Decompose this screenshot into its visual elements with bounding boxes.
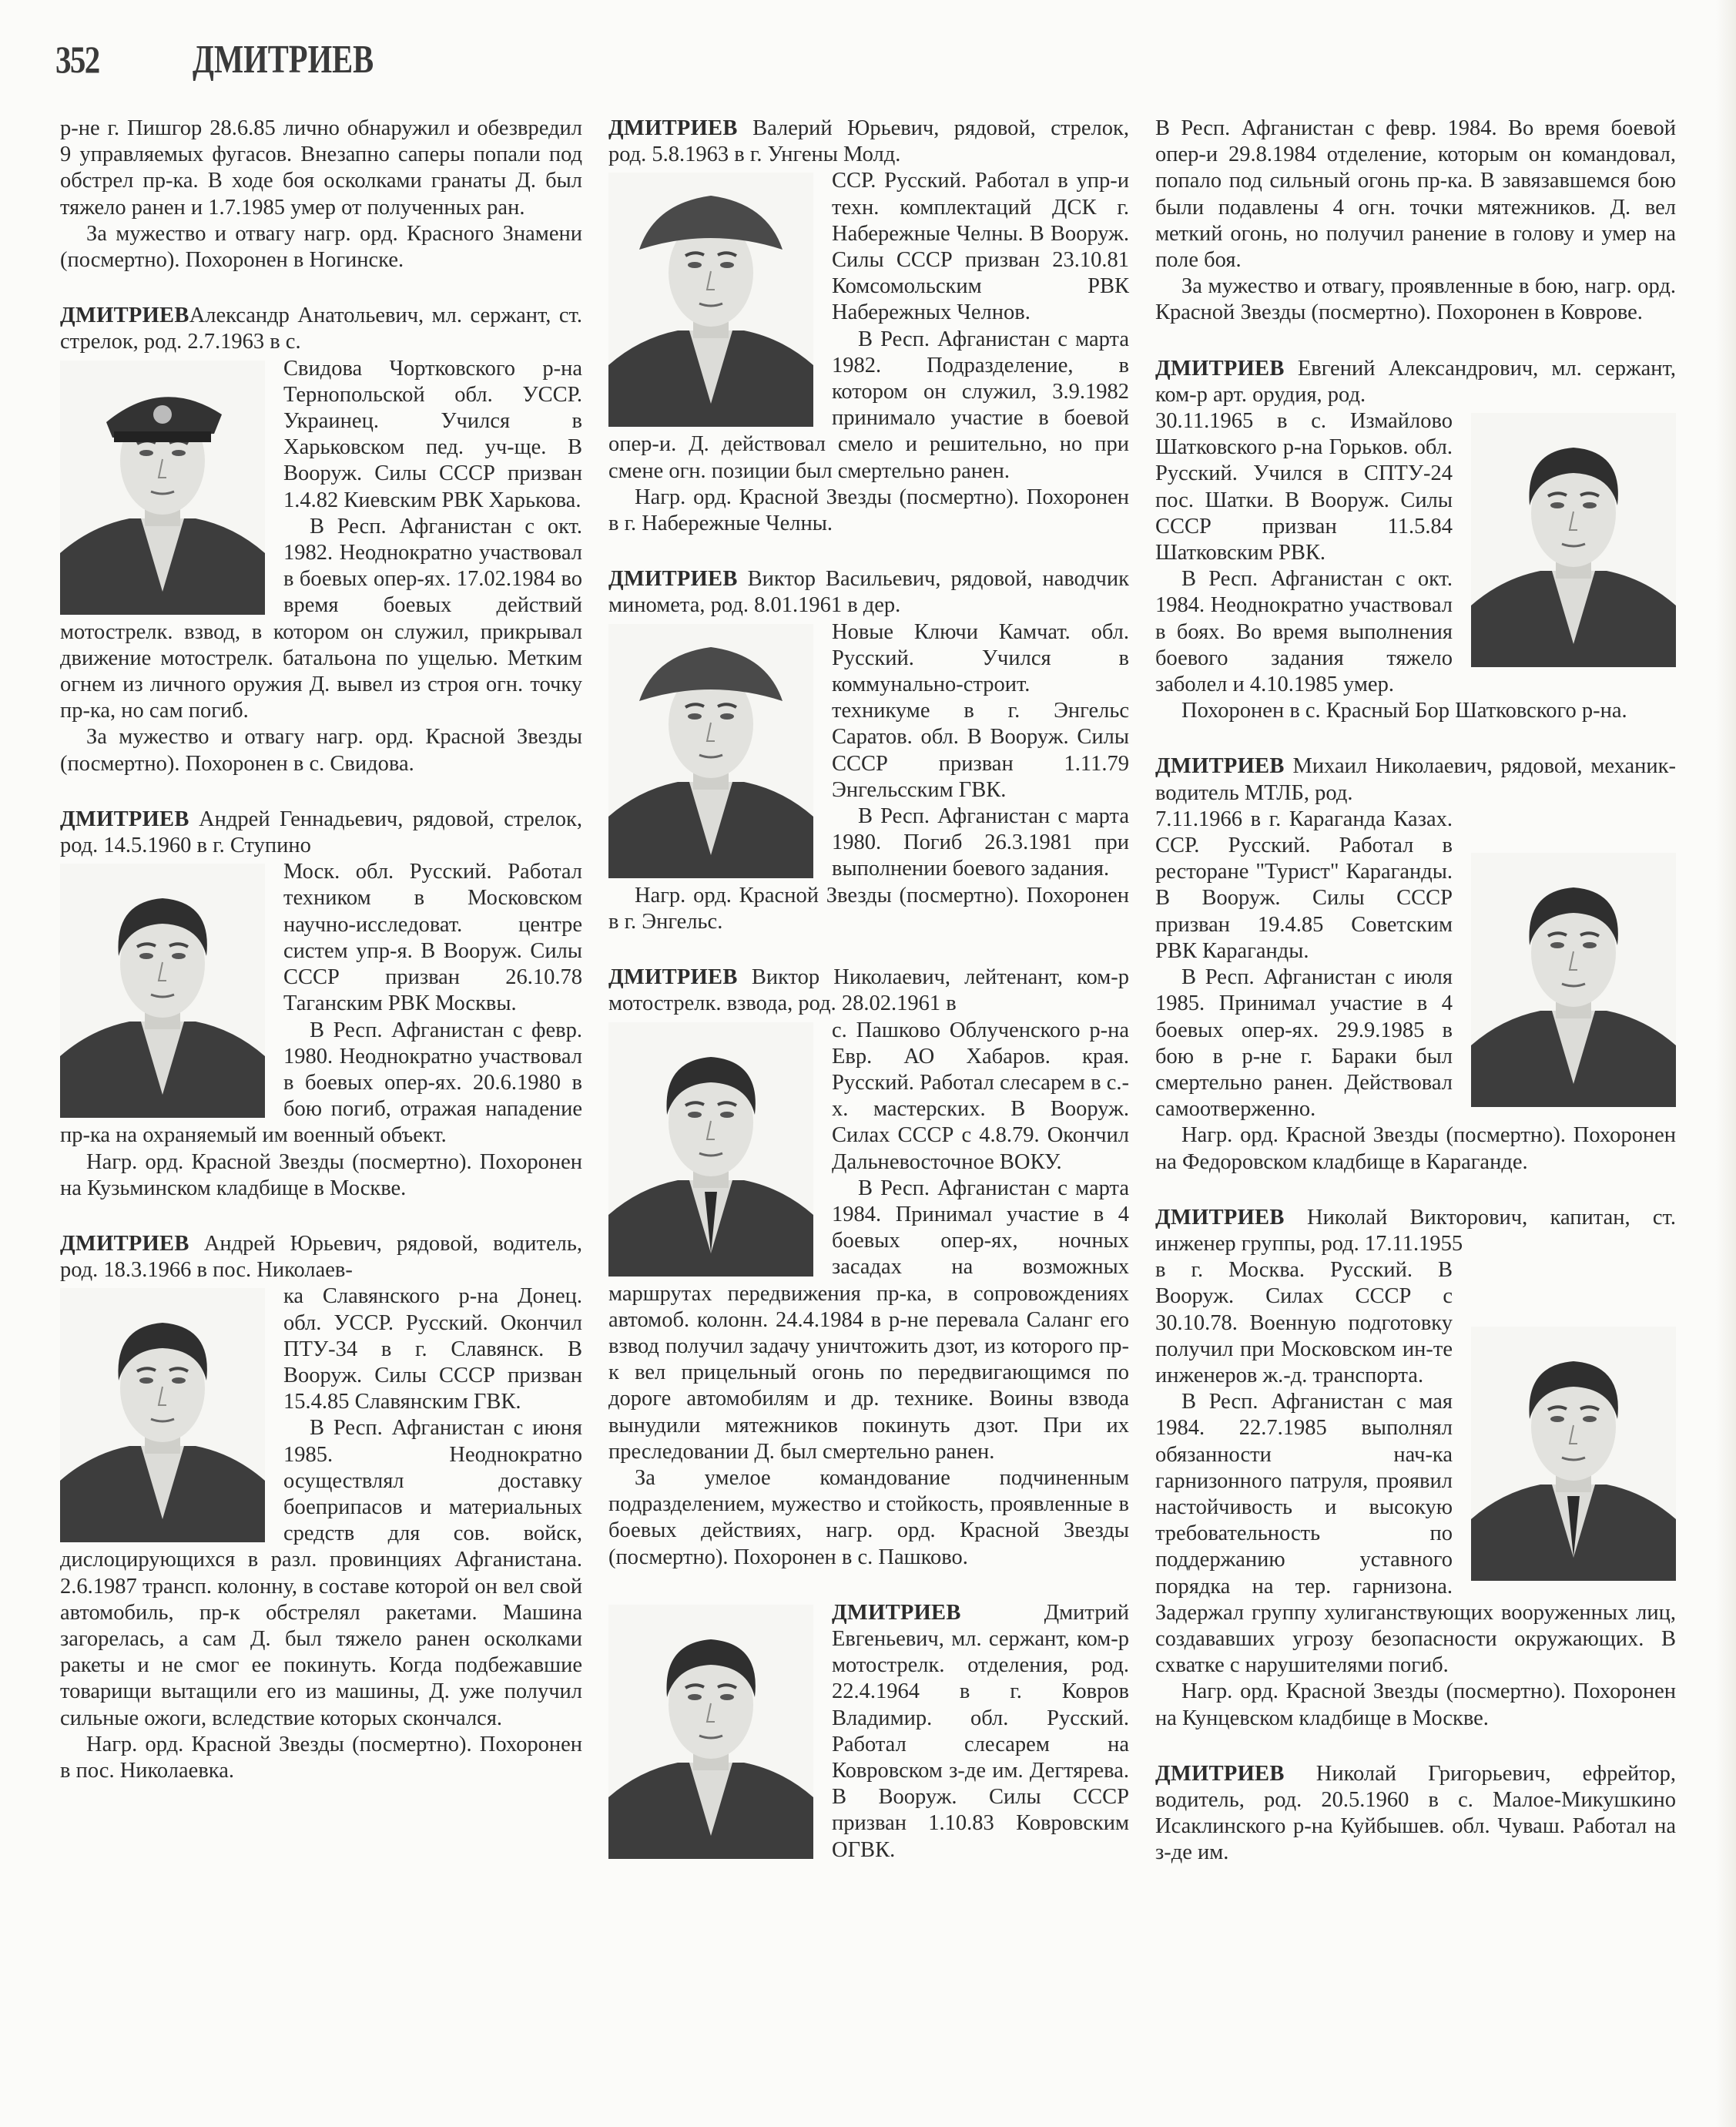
biography-entry [1155,1205,1676,1732]
entry-head-line: Валерий Юрьевич, рядовой, стрелок, род. 5.8.1963 в г. Унгены Молд. [608,116,1129,167]
entry-head-line: Андрей Юрьевич, рядовой, водитель, род. 18.3.1966 в пос. Николаев- [60,1231,582,1283]
entry-surname: ДМИТРИЕВ [1155,1761,1285,1786]
entry-surname: ДМИТРИЕВ [60,1231,189,1256]
biography-entry [1155,753,1676,1175]
entry-header [608,116,1129,168]
portrait-photo [608,624,813,878]
portrait-image [608,624,813,878]
entry-surname: ДМИТРИЕВ [1155,1205,1285,1230]
entry-head-line: Дмитрий Евгеньевич, мл. сержант, ком-р мотострелк. отделения, род. 22.4.1964 в г. Ковров Владимир. обл. Русский. Работал слесарем на Ковровском з-де им. Дегтярева. В Вооруж. Силы СССР призван 1.10.83 Ковровским ОГВК. [832,1600,1129,1862]
entry-surname: ДМИТРИЕВ [832,1600,961,1625]
portrait-photo [60,361,265,615]
entry-body-start: ССР. Русский. Работал в упр-и техн. комплектаций ДСК г. Набережные Челны. В Вооруж. Силы СССР призван 23.10.81 Комсомольским РВК Набережных Челнов. [832,169,1129,325]
entry-surname: ДМИТРИЕВ [1155,356,1285,381]
entry-surname: ДМИТРИЕВ [60,807,189,831]
portrait-image [1471,1327,1676,1581]
entry-paragraph: Нагр. орд. Красной Звезды (посмертно). Похоронен на Кунцевском кладбище в Москве. [1155,1679,1676,1730]
entry-body-start: с. Пашково Облученского р-на Евр. АО Хабаров. края. Русский. Работал слесарем в с.-х. мастерских. В Вооруж. Силах СССР с 4.8.79. Окончил Дальневосточное ВОКУ. [832,1018,1129,1174]
portrait-image [60,1288,265,1542]
portrait-photo [1471,413,1676,667]
entry-surname: ДМИТРИЕВ [60,304,189,328]
portrait-photo [1471,853,1676,1107]
entry-body-start: Новые Ключи Камчат. обл. Русский. Учился в коммунально-строит. техникуме в г. Энгельс Саратов. обл. В Вооруж. Силы СССР призван 1.11.79 Энгельсским ГВК. [832,619,1129,802]
entry-surname: ДМИТРИЕВ [1155,754,1285,779]
biography-entry [608,116,1129,537]
entry-header [1155,753,1676,806]
entry-header [1155,356,1676,408]
entry-continuation [60,116,582,273]
biography-entry [1155,356,1676,725]
entry-header [60,303,582,355]
portrait-photo [1471,1327,1676,1581]
entry-paragraph: В Респ. Афганистан с окт. 1982. Неоднократно участвовал в боевых опер-ях. 17.02.1984 во время боевых действий мотострелк. взвод, в котором он служил, прикрывал движение мотострелк. батальона по ущелью. Метким огнем из личного оружия Д. вывел из строя огн. точку пр-ка, но сам погиб. [60,514,582,723]
entry-paragraph: В Респ. Афганистан с марта 1980. Погиб 26.3.1981 при выполнении боевого задания. [832,804,1129,881]
entry-paragraph: Нагр. орд. Красной Звезды (посмертно). Похоронен на Федоровском кладбище в Караганде. [1155,1123,1676,1174]
entry-header [608,566,1129,619]
entry-paragraph: Нагр. орд. Красной Звезды (посмертно). Похоронен в пос. Николаевка. [60,1732,582,1783]
running-head: ДМИТРИЕВ [193,38,374,82]
portrait-photo [608,173,813,427]
portrait-photo [60,864,265,1118]
entry-header [60,807,582,859]
entry-paragraph: В Респ. Афганистан с марта 1982. Подразделение, в котором он служил, 3.9.1982 принимало участие в боевой опер-и. Д. действовал смело и решительно, но при смене огн. позиции был смертельно ранен. [608,327,1129,483]
biography-entry [1155,1761,1676,1867]
entry-body-start: 30.11.1965 в с. Измайлово Шатковского р-на Горьков. обл. Русский. Учился в СПТУ-24 пос. Шатки. В Вооруж. Силы СССР призван 11.5.84 Шатковским РВК. [1155,409,1453,565]
entry-header [608,965,1129,1017]
entry-paragraph: В Респ. Афганистан с мая 1984. 22.7.1985 выполнял обязанности нач-ка гарнизонного патруля, проявил настойчивость и высокую требовательность по поддержанию уставного порядка на тер. гарнизона. Задержал группу хулиганствующих вооруженных лиц, создававших угрозу безопасности окружающих. В схватке с нарушителями погиб. [1155,1390,1676,1678]
portrait-image [1471,413,1676,667]
column-3 [1155,116,1676,1896]
portrait-image [608,173,813,427]
portrait-image [608,1605,813,1859]
entry-paragraph: За мужество и отвагу, проявленные в бою, нагр. орд. Красной Звезды (посмертно). Похоронен в Коврове. [1155,274,1676,325]
entry-surname: ДМИТРИЕВ [608,567,738,592]
entry-paragraph: В Респ. Афганистан с июля 1985. Принимал участие в 4 боевых опер-ях. 29.9.1985 в бою в р-не г. Бараки был смертельно ранен. Действовал самоотверженно. [1155,965,1453,1122]
entry-header [60,1231,582,1283]
entry-paragraph: За мужество и отвагу нагр. орд. Красного Знамени (посмертно). Похоронен в Ногинске. [60,221,582,273]
entry-paragraph: За умелое командование подчиненным подразделением, мужество и стойкость, проявленные в боевых действиях, нагр. орд. Красной Звезды (посмертно). Похоронен в с. Пашково. [608,1465,1129,1569]
entry-head-line: Андрей Геннадьевич, рядовой, стрелок, род. 14.5.1960 в г. Ступино [60,807,582,858]
entry-header [1155,1761,1676,1867]
entry-body-start: Свидова Чортковского р-на Тернопольской обл. УССР. Украинец. Учился в Харьковском пед. уч-ще. В Вооруж. Силы СССР призван 1.4.82 Киевским РВК Харькова. [283,356,582,512]
entry-head-line: Николай Викторович, капитан, ст. инженер группы, род. 17.11.1955 [1155,1205,1676,1256]
entry-paragraph: В Респ. Афганистан с февр. 1980. Неоднократно участвовал в боевых опер-ях. 20.6.1980 в бою погиб, отражая нападение пр-ка на охраняемый им военный объект. [60,1018,582,1148]
entry-head-line: Николай Григорьевич, ефрейтор, водитель, род. 20.5.1960 в с. Малое-Микушкино Исаклинского р-на Куйбышев. обл. Чуваш. Работал на з-де им. [1155,1761,1676,1865]
portrait-image [608,1022,813,1277]
entry-head-line: Евгений Александрович, мл. сержант, ком-р арт. орудия, род. [1155,356,1676,407]
biography-entry [60,807,582,1202]
portrait-photo [608,1022,813,1277]
entry-body-start: в г. Москва. Русский. В Вооруж. Силах СССР с 30.10.78. Военную подготовку получил при Московском ин-те инженеров ж.-д. транспорта. [1155,1258,1453,1387]
entry-body-start: Моск. обл. Русский. Работал техником в Московском научно-исследоват. центре систем упр-я. В Вооруж. Силы СССР призван 26.10.78 Таганским РВК Москвы. [283,860,582,1016]
entry-paragraph: р-не г. Пишгор 28.6.85 лично обнаружил и обезвредил 9 управляемых фугасов. Внезапно саперы попали под обстрел пр-ка. В ходе боя осколками гранаты Д. был тяжело ранен и 1.7.1985 умер от полученных ран. [60,116,582,220]
portrait-image [60,864,265,1118]
entry-paragraph: Нагр. орд. Красной Звезды (посмертно). Похоронен на Кузьминском кладбище в Москве. [60,1149,582,1200]
entry-body-start: 7.11.1966 в г. Караганда Казах. ССР. Русский. Работал в ресторане "Турист" Караганды. В Вооруж. Силы СССР призван 19.4.85 Советским РВК Караганды. [1155,807,1453,963]
entry-paragraph: В Респ. Афганистан с марта 1984. Принимал участие в 4 боевых опер-ях, ночных засадах на возможных маршрутах передвижения пр-ка, в сопровождениях автомоб. колонн. 24.4.1984 в р-не перевала Саланг его взвод получил задачу уничтожить дзот, из которого пр-к вел прицельный огонь по передвигающимся по дороге автомобилям и др. технике. Воины взвода вынудили мятежников покинуть дзот. При их преследовании Д. был смертельно ранен. [608,1176,1129,1464]
entry-body-start: ка Славянского р-на Донец. обл. УССР. Русский. Окончил ПТУ-34 в г. Славянск. В Вооруж. Силы СССР призван 15.4.85 Славянским ГВК. [283,1284,582,1414]
entry-head-line: Виктор Васильевич, рядовой, наводчик миномета, род. 8.01.1961 в дер. [608,567,1129,618]
entry-paragraph: За мужество и отвагу нагр. орд. Красной Звезды (посмертно). Похоронен в с. Свидова. [60,725,582,776]
entry-paragraph: В Респ. Афганистан с окт. 1984. Неоднократно участвовал в боях. Во время выполнения боевого задания тяжело заболел и 4.10.1985 умер. [1155,567,1453,697]
entry-paragraph: Нагр. орд. Красной Звезды (посмертно). Похоронен в г. Энгельс. [608,883,1129,934]
portrait-photo [60,1288,265,1542]
entry-surname: ДМИТРИЕВ [608,116,738,140]
portrait-image [60,361,265,615]
page-number: 352 [55,38,99,81]
entry-surname: ДМИТРИЕВ [608,965,738,990]
column-1 [60,116,582,1813]
page-edge-shadow [1716,0,1736,2127]
portrait-photo [608,1605,813,1859]
entry-paragraph: Похоронен в с. Красный Бор Шатковского р-на. [1181,699,1627,723]
column-2 [608,116,1129,1893]
biography-entry [608,1600,1129,1864]
entry-head-line: Михаил Николаевич, рядовой, механик-водитель МТЛБ, род. [1155,754,1676,805]
portrait-image [1471,853,1676,1107]
entry-continuation [1155,116,1676,327]
entry-paragraph: В Респ. Афганистан с февр. 1984. Во время боевой опер-и 29.8.1984 отделение, которым он командовал, попало под сильный огонь пр-ка. В завязавшемся бою были подавлены 4 огн. точки мятежников. Д. вел меткий огонь, но получил ранение в голову и умер на поле боя. [1155,116,1676,273]
biography-entry [60,1231,582,1784]
biography-entry [608,965,1129,1571]
entry-header [1155,1205,1676,1257]
biography-entry [608,566,1129,935]
entry-paragraph: Нагр. орд. Красной Звезды (посмертно). Похоронен в г. Набережные Челны. [608,485,1129,536]
entry-paragraph: В Респ. Афганистан с июня 1985. Неоднократно осуществлял доставку боеприпасов и материальных средств для сов. войск, дислоцирующихся в разл. провинциях Афганистана. 2.6.1987 трансп. колонну, в составе которой он вел свой автомобиль, пр-к обстрелял ракетами. Машина загорелась, а сам Д. был тяжело ранен осколками ракеты и не смог ее покинуть. Когда подбежавшие товарищи вытащили его из машины, Д. уже получил сильные ожоги, вследствие которых скончался. [60,1416,582,1730]
entry-head-line: Виктор Николаевич, лейтенант, ком-р мотострелк. взвода, род. 28.02.1961 в [608,965,1129,1016]
entry-head-line: Александр Анатольевич, мл. сержант, ст. стрелок, род. 2.7.1963 в с. [60,304,582,354]
biography-entry [60,303,582,777]
